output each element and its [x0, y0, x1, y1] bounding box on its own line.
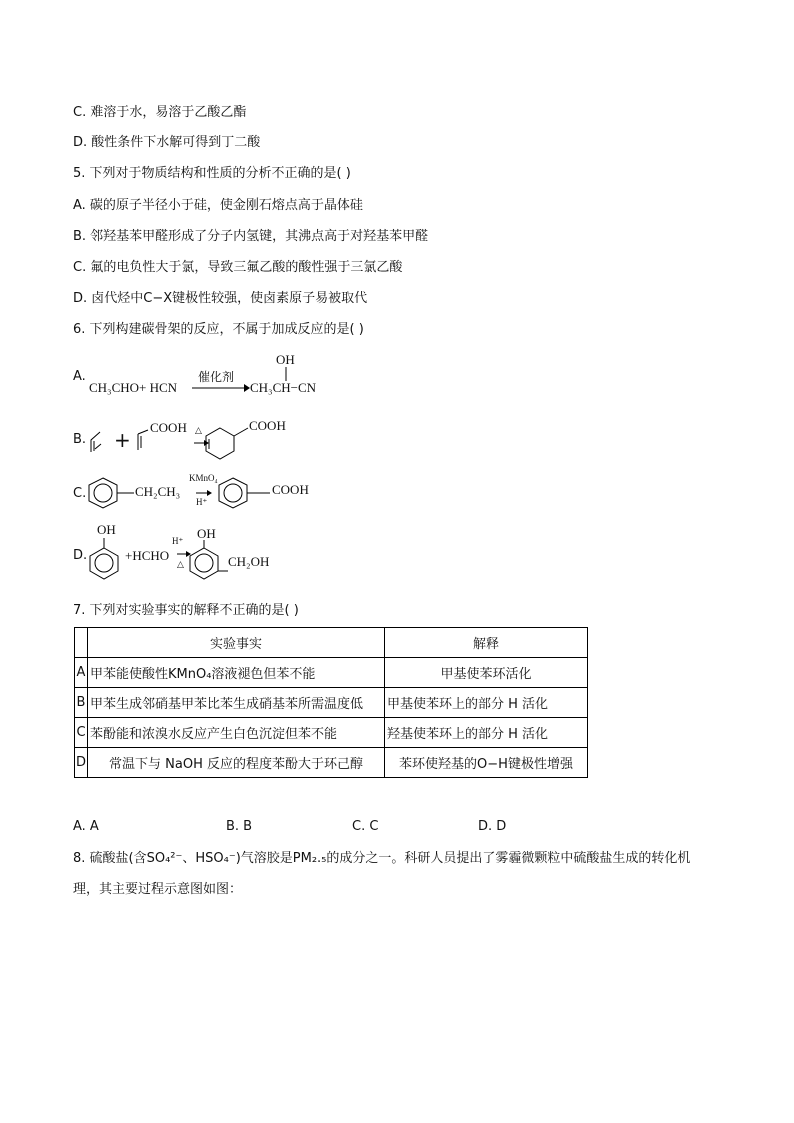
header-fact: 实验事实 — [88, 628, 385, 658]
q7-option-b: B. B — [226, 819, 253, 834]
catalyst-label: 催化剂 — [198, 370, 235, 384]
q6-option-d — [0, 520, 794, 582]
row-fact: 甲苯生成邻硝基甲苯比苯生成硝基苯所需温度低 — [88, 688, 385, 718]
reactants: CH₃CHO+ HCN — [89, 380, 178, 395]
q7-stem: 7. 下列对实验事实的解释不正确的是( ) — [73, 603, 299, 618]
q7-option-d: D. D — [478, 819, 507, 834]
row-key: B — [75, 688, 88, 718]
formaldehyde-reagent: +HCHO — [125, 548, 170, 563]
acid-condition: H⁺ — [196, 497, 208, 507]
table-row — [75, 718, 588, 748]
table-row — [75, 748, 588, 778]
butadiene-structure — [88, 428, 104, 454]
product-oh: OH — [197, 526, 216, 541]
cooh-product: COOH — [249, 418, 286, 433]
q6-stem: 6. 下列构建碳骨架的反应，不属于加成反应的是( ) — [73, 322, 364, 337]
row-explanation: 羟基使苯环上的部分 H 活化 — [385, 718, 588, 748]
row-explanation: 甲基使苯环活化 — [385, 658, 588, 688]
acrylic-acid-structure — [134, 424, 150, 452]
q6-option-a — [0, 350, 794, 400]
reaction-arrow — [190, 383, 250, 393]
q5-stem: 5. 下列对于物质结构和性质的分析不正确的是( ) — [73, 166, 351, 181]
row-fact: 常温下与 NaOH 反应的程度苯酚大于环己醇 — [88, 748, 385, 778]
oh-bond — [284, 367, 288, 381]
q5-option-a: A. 碳的原子半径小于硅，使金刚石熔点高于晶体硅 — [73, 198, 363, 213]
cooh-reactant: COOH — [150, 420, 187, 435]
row-key: A — [75, 658, 88, 688]
plus-sign: + — [114, 428, 131, 452]
q5-option-b: B. 邻羟基苯甲醛形成了分子内氢键，其沸点高于对羟基苯甲醛 — [73, 229, 429, 244]
phenol-ring-icon — [88, 538, 122, 584]
experiment-table — [74, 627, 588, 778]
row-fact: 甲苯能使酸性KMnO₄溶液褪色但苯不能 — [88, 658, 385, 688]
product: CH₃CH−CN — [250, 380, 317, 395]
heat-condition: △ — [177, 560, 184, 570]
table-row — [75, 658, 588, 688]
q5-option-d: D. 卤代烃中C−X键极性较强，使卤素原子易被取代 — [73, 291, 368, 306]
row-explanation: 甲基使苯环上的部分 H 活化 — [385, 688, 588, 718]
row-fact: 苯酚能和浓溴水反应产生白色沉淀但苯不能 — [88, 718, 385, 748]
row-explanation: 苯环使羟基的O−H键极性增强 — [385, 748, 588, 778]
benzene-ring-icon — [218, 476, 272, 510]
q5-option-c: C. 氟的电负性大于氯，导致三氟乙酸的酸性强于三氯乙酸 — [73, 260, 403, 275]
hydroxymethyl-group: CH₂OH — [228, 554, 270, 569]
phenol-oh: OH — [97, 522, 116, 537]
q6-option-b — [0, 410, 794, 460]
cyclohexene-carboxylic-acid-structure — [204, 424, 252, 462]
heat-condition: △ — [195, 426, 202, 436]
carboxyl-group: COOH — [272, 482, 309, 497]
q8-stem-line1: 8. 硫酸盐(含SO₄²⁻、HSO₄⁻)气溶胶是PM₂.₅的成分之一。科研人员提出了雾霾微颗粒中硫酸盐生成的转化机 — [73, 851, 691, 866]
table-header-row — [75, 628, 588, 658]
header-key — [75, 628, 88, 658]
oxidant-label: KMnO₄ — [189, 473, 218, 483]
product-oh: OH — [276, 352, 295, 367]
row-key: C — [75, 718, 88, 748]
q4-option-d: D. 酸性条件下水解可得到丁二酸 — [73, 135, 261, 150]
acid-condition: H⁺ — [172, 536, 184, 546]
q6-option-c — [0, 470, 794, 520]
q4-option-c: C. 难溶于水，易溶于乙酸乙酯 — [73, 105, 247, 120]
q8-stem-line2: 理，其主要过程示意图如图： — [73, 882, 243, 897]
row-key: D — [75, 748, 88, 778]
option-label: C. — [73, 486, 87, 501]
q7-option-a: A. A — [73, 819, 99, 834]
q7-option-c: C. C — [352, 819, 379, 834]
table-row — [75, 688, 588, 718]
option-label: D. — [73, 548, 88, 563]
ethyl-group: CH₂CH₃ — [135, 484, 181, 499]
option-label: A. — [73, 369, 86, 384]
header-explanation: 解释 — [385, 628, 588, 658]
option-label: B. — [73, 432, 87, 447]
benzene-ring-icon — [88, 476, 138, 510]
q7-options — [73, 819, 593, 837]
